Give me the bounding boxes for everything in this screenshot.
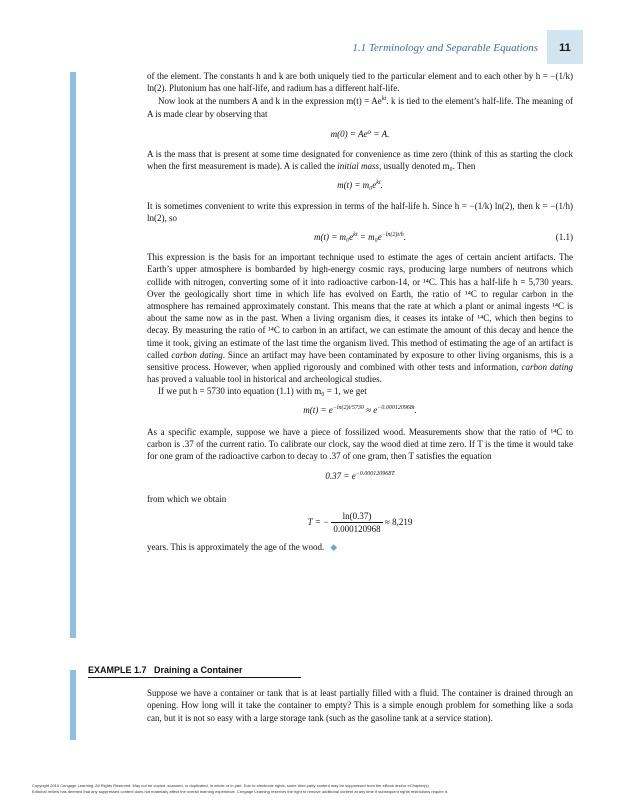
equation-1: m(0) = Ae⁰ = A. <box>330 128 390 139</box>
equation-4: $m(t) = e^{-ln(2)t/5730} \approx e^{-0.000120968t}$. <box>303 404 417 415</box>
equation-6 <box>147 510 573 535</box>
example-heading <box>88 665 243 675</box>
fraction-denominator: 0.000120968 <box>333 524 381 535</box>
paragraph-1: of the element. The constants h and k are both uniquely tied to the particular element and to each other by h = −(1/k) ln(2). Plutonium has one half-life, and radium has a different half-life. <box>147 71 573 94</box>
copyright-line-1: Copyright 2010 Cengage Learning. All Rights Reserved. May not be copied, scanned, or duplicated, in whole or in part. Due to electronic rights, some third party content may be suppressed from the eBook and/or eChapter(s). <box>32 783 430 788</box>
paragraph-7: As a specific example, suppose we have a piece of fossilized wood. Measurements show that the ratio of ¹⁴C to carbon is .37 of the current ratio. To calibrate our clock, say the wood died at time zero. If T is the time it would take for one gram of the radioactive carbon to decay to .37 of one gram, then T satisfies the equation <box>147 426 573 462</box>
fraction <box>331 510 382 535</box>
running-title: 1.1 Terminology and Separable Equations <box>352 42 538 54</box>
paragraph-9-text: years. This is approximately the age of the wood. <box>147 542 325 553</box>
example-label: EXAMPLE 1.7 <box>88 665 147 675</box>
page-number: 11 <box>559 42 571 54</box>
example-text: Suppose we have a container or tank that is at least partially filled with a fluid. The container is drained through an opening. How long will it take the container to empty? This is a simple enough problem for something like a soda can, but it is not so easy with a large storage tank (such as the gasoline tank at a service station). <box>147 688 573 723</box>
main-text <box>147 70 573 554</box>
paragraph-3: A is the mass that is present at some time designated for convenience as time zero (think of this as starting the clock when the first measurement is made). A is called the initial mass, usually denoted m₀. Then <box>147 149 573 172</box>
equation-6-lhs: T = − <box>307 516 330 527</box>
paragraph-5: This expression is the basis for an important technique used to estimate the ages of certain ancient artifacts. The Earth’s upper atmosphere is bombarded by high-energy cosmic rays, producing large numbers of neutrons which collide with nitrogen, converting some of it into radioactive carbon-14, or ¹⁴C. This has a half-life h = 5,730 years. Over the geologically short time in which life has evolved on Earth, the ratio of ¹⁴C to regular carbon in the atmosphere has remained approximately constant. This means that the rate at which a plant or animal ingests ¹⁴C is about the same now as in the past. When a living organism dies, it ceases its intake of ¹⁴C, which then begins to decay. By measuring the ratio of ¹⁴C to carbon in an artifact, we can estimate the amount of this decay and hence the time it took, giving an estimate of the last time the organism lived. This method of estimating the age of an artifact is called carbon dating. Since an artifact may have been contaminated by exposure to other living organisms, this is a sensitive process. However, when applied rigorously and combined with other tests and information, carbon dating has proved a valuable tool in historical and archeological studies. <box>147 252 573 385</box>
equation-1-1 <box>147 231 573 243</box>
equation-6-rhs: ≈ 8,219 <box>384 516 413 527</box>
equation-5: $0.37 = e^{-0.000120968T}$ <box>325 471 395 482</box>
paragraph-6: If we put h = 5730 into equation (1.1) with m₀ = 1, we get <box>158 386 367 397</box>
example-title: Draining a Container <box>154 665 243 675</box>
margin-bar <box>70 72 76 638</box>
example-heading-rule <box>88 677 301 678</box>
paragraph-9 <box>147 541 573 553</box>
end-of-example-diamond-icon: ◆ <box>330 542 338 553</box>
copyright-line-2: Editorial review has deemed that any suppressed content does not materially affect the overall learning experience. Cengage Learning reserves the right to remove additional content at any time if subsequent rights restrictions require it. <box>32 789 448 794</box>
page-number-box <box>547 30 583 64</box>
paragraph-2: Now look at the numbers A and k in the expression $m(t) = Ae^{kt}$. k is tied to the element’s half-life. The meaning of A is made clear by observing that <box>147 96 574 119</box>
example-body <box>147 687 573 724</box>
equation-number: (1.1) <box>555 232 573 243</box>
equation-2: $m(t) = m_0e^{kt}$. <box>337 180 383 191</box>
paragraph-4: It is sometimes convenient to write this expression in terms of the half-life h. Since h = −(1/k) ln(2), then k = −(1/h) ln(2), so <box>147 200 573 223</box>
paragraph-8: from which we obtain <box>147 493 227 504</box>
equation-1-1-body: $m(t) = m_0e^{kt} = m_0e^{-ln(2)t/h}$. <box>313 232 407 243</box>
example-margin-bar <box>70 670 76 740</box>
fraction-numerator: ln(0.37) <box>331 510 382 523</box>
